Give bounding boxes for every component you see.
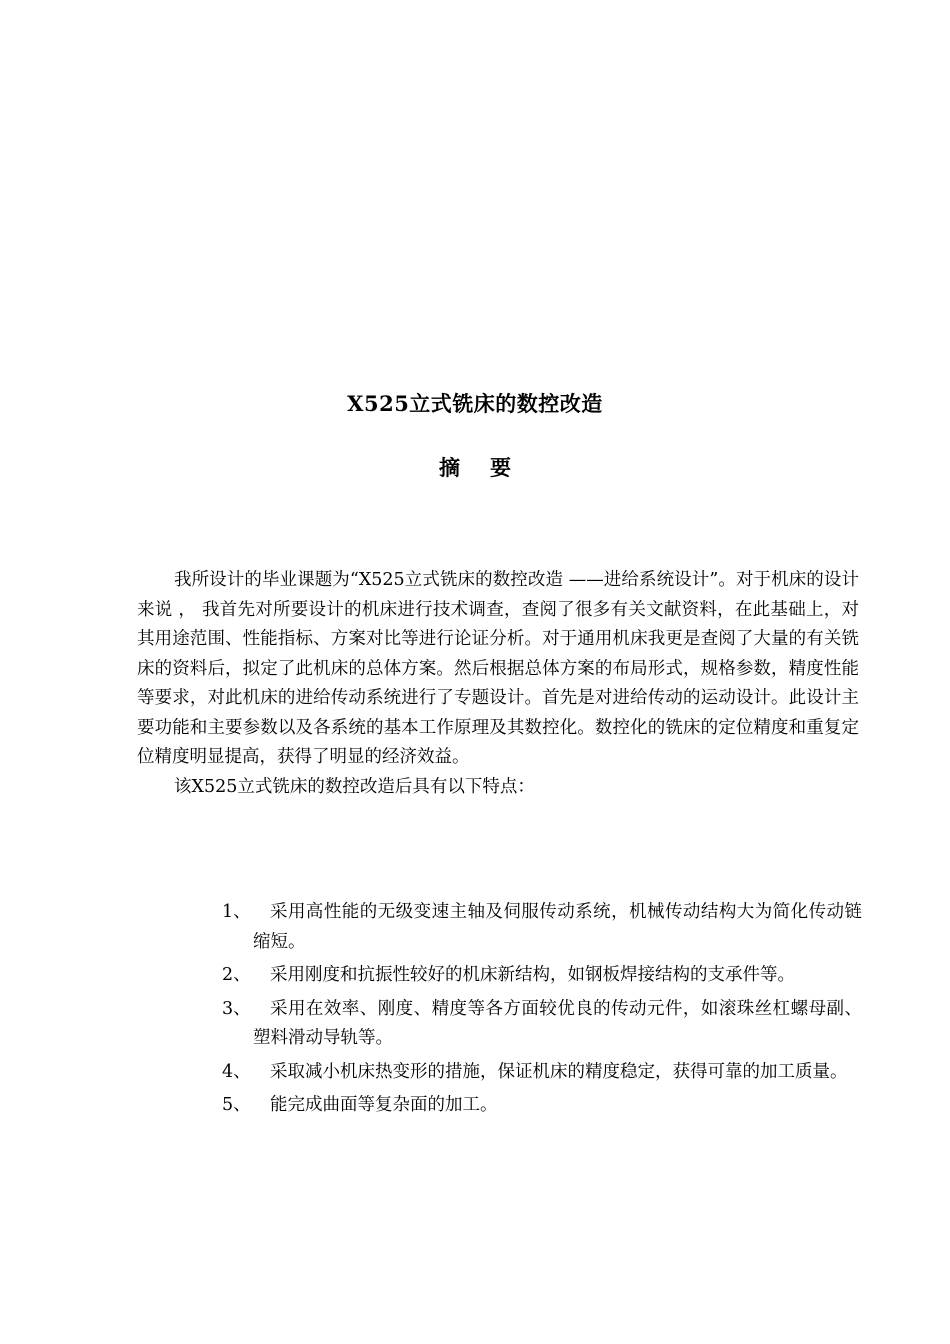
features-intro: 该X525立式铣床的数控改造后具有以下特点： bbox=[174, 776, 535, 797]
document-title: X525立式铣床的数控改造 bbox=[347, 391, 603, 416]
list-item bbox=[222, 1091, 862, 1121]
abstract-body bbox=[137, 566, 859, 802]
list-item bbox=[222, 961, 862, 991]
list-item-text: 采用刚度和抗振性较好的机床新结构，如钢板焊接结构的支承件等。 bbox=[270, 965, 795, 985]
list-item bbox=[222, 1058, 862, 1088]
list-item-text: 采用高性能的无级变速主轴及伺服传动系统，机械传动结构大为简化传动链缩短。 bbox=[253, 902, 862, 952]
features-list bbox=[222, 898, 862, 1125]
list-item-number: 4、 bbox=[222, 1061, 251, 1082]
list-item-number: 2、 bbox=[222, 965, 251, 985]
abstract-paragraph: 我所设计的毕业课题为“X525立式铣床的数控改造 ——进给系统设计”。对于机床的设计来说 ， 我首先对所要设计的机床进行技术调查，查阅了很多有关文献资料，在此基础上，对其用途范围、性能指标、方案对比等进行论证分析。对于通用机床我更是查阅了大量的有关铣床的资料后，拟定了此机床的总体方案。然后根据总体方案的布局形式，规格参数，精度性能等要求，对此机床的进给传动系统进行了专题设计。首先是对进给传动的运动设计。此设计主要功能和主要参数以及各系统的基本工作原理及其数控化。数控化的铣床的定位精度和重复定位精度明显提高，获得了明显的经济效益。 bbox=[137, 570, 859, 767]
abstract-heading: 摘要 bbox=[439, 455, 541, 480]
list-item-number: 3、 bbox=[222, 998, 251, 1019]
list-item-text: 能完成曲面等复杂面的加工。 bbox=[270, 1095, 498, 1115]
list-item-number: 5、 bbox=[222, 1095, 251, 1115]
list-item bbox=[222, 995, 862, 1054]
list-item-number: 1、 bbox=[222, 902, 251, 922]
list-item bbox=[222, 898, 862, 957]
list-item-text: 采用在效率、刚度、精度等各方面较优良的传动元件，如滚珠丝杠螺母副、塑料滑动导轨等。 bbox=[253, 998, 862, 1048]
list-item-text: 采取减小机床热变形的措施，保证机床的精度稳定，获得可靠的加工质量。 bbox=[270, 1061, 848, 1082]
